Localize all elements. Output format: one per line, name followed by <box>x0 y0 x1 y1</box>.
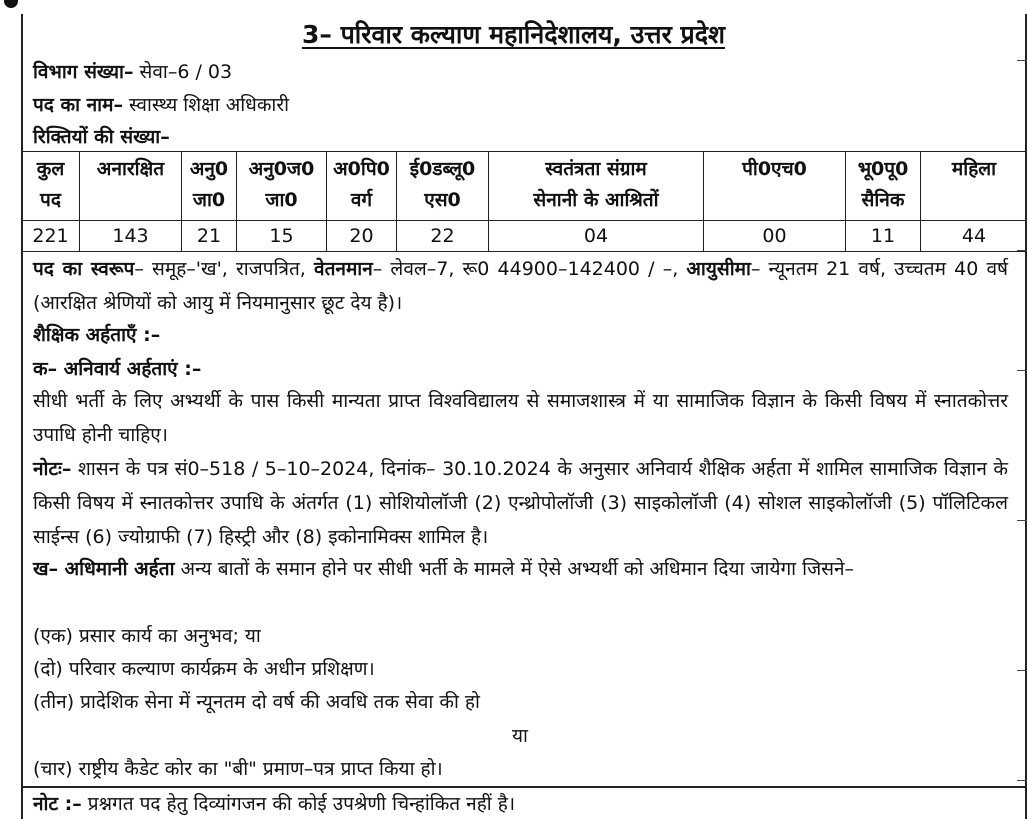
preferential-qualification-paragraph: ख– अधिमानी अर्हता अन्य बातों के समान होने पर सीधी भर्ती के मामले में ऐसे अभ्यर्थी को अधिमान दिया जायेगा जिसने– <box>33 558 855 580</box>
col-header: अनारक्षित <box>80 152 182 221</box>
vibhag-line <box>33 58 232 84</box>
table-cell: 21 <box>182 221 237 252</box>
essential-qualification-text: सीधी भर्ती के लिए अभ्यर्थी के पास किसी मान्यता प्राप्त विश्वविद्यालय से समाजशास्त्र में या सामाजिक विज्ञान के किसी विषय में स्नातकोत्तर उपाधि होनी चाहिए। <box>33 390 1008 446</box>
col-header: स्वतंत्रता संग्राम सेनानी के आश्रितों <box>489 152 704 221</box>
col-header: कुल पद <box>22 152 80 221</box>
table-cell: 44 <box>921 221 1027 252</box>
educational-qualification-heading: शैक्षिक अर्हताएँ :– <box>33 324 161 346</box>
post-name-label: पद का नाम– <box>33 94 123 116</box>
table-cell: 04 <box>489 221 704 252</box>
table-cell: 20 <box>327 221 397 252</box>
vibhag-value: सेवा–6 / 03 <box>133 61 233 83</box>
post-nature-paragraph: पद का स्वरूप– समूह–'ख', राजपत्रित, वेतनमान– लेवल–7, रू0 44900–142400 / –, आयुसीमा– न्यूनतम 21 वर्ष, उच्चतम 40 वर्ष (आरक्षित श्रेणियों को आयु में नियमानुसार छूट देय है)। <box>33 258 1008 314</box>
essential-qualification-heading: क– अनिवार्य अर्हताएं :– <box>33 358 202 380</box>
col-header: ई0डब्लू0 एस0 <box>397 152 489 221</box>
post-name-line <box>33 91 289 117</box>
vibhag-label: विभाग संख्या– <box>33 61 134 83</box>
list-item: (एक) प्रसार कार्य का अनुभव; या <box>33 625 261 647</box>
bullet-icon <box>4 0 18 8</box>
table-cell: 143 <box>80 221 182 252</box>
note-paragraph: नोटः– शासन के पत्र सं0–518 / 5–10–2024, दिनांक– 30.10.2024 के अनुसार अनिवार्य शैक्षिक अर्हता में शामिल सामाजिक विज्ञान के किसी विषय में स्नातकोत्तर उपाधि के अंतर्गत (1) सोशियोलॉजी (2) एन्थ्रोपोलॉजी (3) साइकोलॉजी (4) सोशल साइकोलॉजी (5) पॉलिटिकल साईन्स (6) ज्योग्राफी (7) हिस्ट्री और (8) इकोनामिक्स शामिल है। <box>33 458 1008 548</box>
list-item: (दो) परिवार कल्याण कार्यक्रम के अधीन प्रशिक्षण। <box>33 658 375 680</box>
col-header: अनु0ज0 जा0 <box>237 152 327 221</box>
table-cell: 15 <box>237 221 327 252</box>
table-cell: 221 <box>22 221 80 252</box>
previous-section-edge <box>0 0 1027 14</box>
post-name-value: स्वास्थ्य शिक्षा अधिकारी <box>122 94 290 116</box>
col-header: महिला <box>921 152 1027 221</box>
list-item: (चार) राष्ट्रीय कैडेट कोर का "बी" प्रमाण–पत्र प्राप्त किया हो। <box>33 758 443 780</box>
list-connector: या <box>512 725 528 747</box>
col-header: अनु0 जा0 <box>182 152 237 221</box>
page-edge-marks <box>1015 20 1027 810</box>
section-heading: 3– परिवार कल्याण महानिदेशालय, उत्तर प्रदेश <box>301 20 726 49</box>
divider <box>21 786 1027 788</box>
col-header: अ0पि0 वर्ग <box>327 152 397 221</box>
vacancy-table <box>21 151 1027 252</box>
vacancy-value-row <box>22 221 1027 252</box>
col-header: भू0पू0 सैनिक <box>846 152 921 221</box>
table-cell: 00 <box>704 221 846 252</box>
vacancy-count-label: रिक्तियों की संख्या– <box>33 126 170 148</box>
table-cell: 22 <box>397 221 489 252</box>
list-item: (तीन) प्रादेशिक सेना में न्यूनतम दो वर्ष की अवधि तक सेवा की हो <box>33 691 480 713</box>
table-cell: 11 <box>846 221 921 252</box>
footer-note: नोट :– प्रश्नगत पद हेतु दिव्यांगजन की कोई उपश्रेणी चिन्हांकित नहीं है। <box>33 793 516 815</box>
col-header: पी0एच0 <box>704 152 846 221</box>
vacancy-header-row <box>22 152 1027 221</box>
